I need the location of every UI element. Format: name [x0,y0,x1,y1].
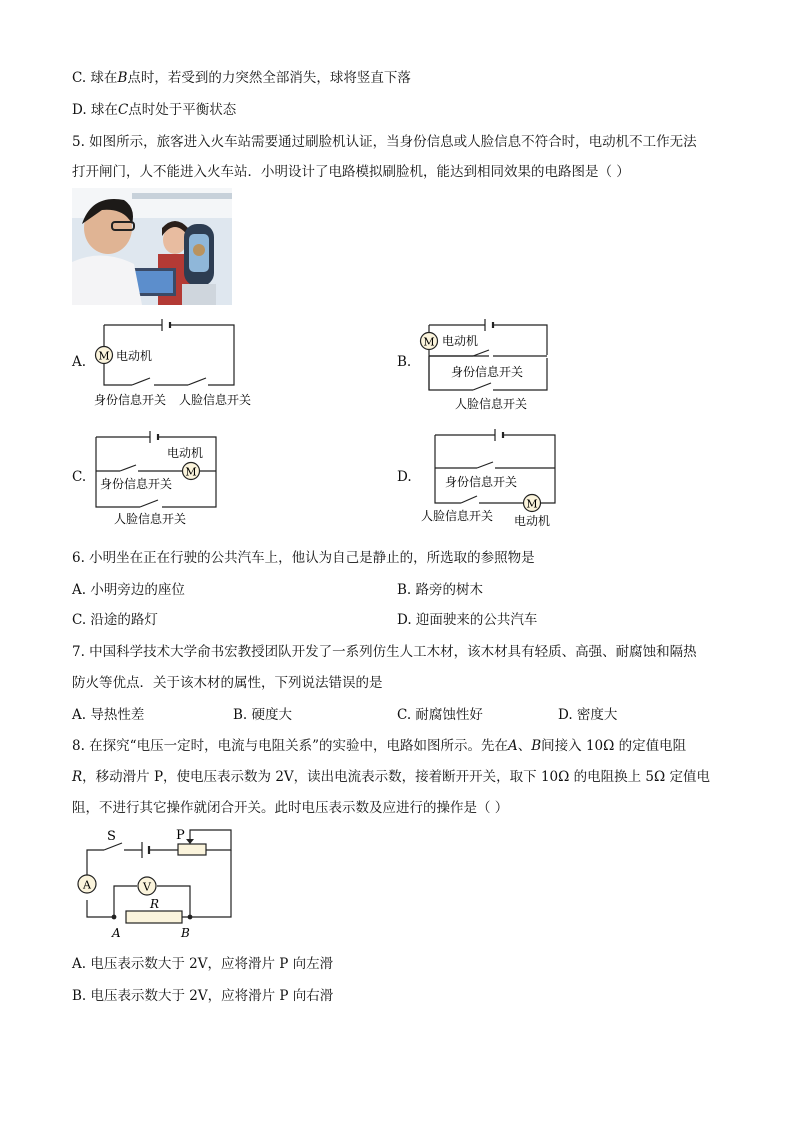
q7-stem-line2: 防火等优点．关于该木材的属性，下列说法错误的是 [72,675,383,691]
q5-stem-line1: 5. 如图所示，旅客进入火车站需要通过刷脸机认证，当身份信息或人脸信息不符合时，电动机不工作无法 [72,134,697,150]
circuit-d-motor-label: 电动机 [514,514,551,528]
q8-node-a-label: A [112,926,121,940]
circuit-c-motor-symbol: M [185,465,197,479]
circuit-c-id-switch-label: 身份信息开关 [100,477,173,491]
q6-option-d: D. 迎面驶来的公共汽车 [397,612,538,628]
circuit-a-motor-symbol: M [98,349,110,363]
q4-option-c-text: C. 球在 [72,70,118,86]
circuit-a-id-switch-label: 身份信息开关 [94,393,167,407]
q6-stem: 6. 小明坐在正在行驶的公共汽车上，他认为自己是静止的，所选取的参照物是 [72,550,535,566]
q6-option-b: B. 路旁的树木 [397,582,484,598]
circuit-c-motor-label: 电动机 [167,446,204,460]
q5-stem-line2: 打开闸门，人不能进入火车站．小明设计了电路模拟刷脸机，能达到相同效果的电路图是（ ） [72,164,630,180]
circuit-a-label: A. [72,354,87,370]
circuit-c-diagram [90,425,230,529]
q8-line1-text: 8. 在探究“电压一定时，电流与电阻关系”的实验中，电路如图所示。先在 [72,738,508,754]
q8-stem-line1 [72,734,686,754]
q8-line1-node-b: B [531,738,542,754]
q8-voltmeter-symbol: V [143,880,151,894]
q8-circuit-diagram [70,826,245,946]
q7-option-a: A. 导热性差 [72,707,145,723]
q8-ammeter-symbol: A [83,878,91,892]
q8-node-b-label: B [181,926,190,940]
circuit-b-id-switch-label: 身份信息开关 [451,365,524,379]
q4-option-d-text: D. 球在 [72,102,118,118]
circuit-d-motor-symbol: M [526,497,538,511]
q8-line1-node-a: A [507,738,518,754]
q8-stem-line2 [72,765,710,785]
q8-line1-sep: 、 [517,738,532,754]
q7-option-c: C. 耐腐蚀性好 [397,707,483,723]
q8-line1-rest: 间接入 10Ω 的定值电阻 [541,738,687,754]
circuit-b-label: B. [397,354,412,370]
q7-stem-line1: 7. 中国科学技术大学俞书宏教授团队开发了一系列仿生人工木材，该木材具有轻质、高强、耐腐蚀和隔热 [72,644,697,660]
circuit-c-label: C. [72,469,87,485]
q8-option-b: B. 电压表示数大于 2V，应将滑片 P 向右滑 [72,988,334,1004]
circuit-c-face-switch-label: 人脸信息开关 [114,512,187,526]
circuit-d-id-switch-label: 身份信息开关 [445,475,518,489]
circuit-d-label: D. [397,469,412,485]
q6-option-c: C. 沿途的路灯 [72,612,158,628]
circuit-b-face-switch-label: 人脸信息开关 [455,397,528,411]
q7-option-b: B. 硬度大 [233,707,293,723]
q4-option-d [72,98,236,118]
q8-option-a: A. 电压表示数大于 2V，应将滑片 P 向左滑 [72,956,334,972]
q8-resistor-label: R [150,897,160,911]
circuit-d-face-switch-label: 人脸信息开关 [421,509,494,523]
q8-slider-label: P [176,828,185,843]
circuit-b-diagram [415,313,565,413]
q6-option-a: A. 小明旁边的座位 [72,582,185,598]
q4-option-c-var: B [117,70,128,86]
q4-option-c-rest: 点时，若受到的力突然全部消失，球将竖直下落 [127,70,411,86]
circuit-a-diagram [90,315,270,410]
circuit-a-face-switch-label: 人脸信息开关 [179,393,252,407]
face-recognition-photo [72,188,232,305]
q4-option-d-var: C [117,102,129,118]
q8-line2-resistor: R [72,769,83,785]
circuit-b-motor-symbol: M [423,335,435,349]
q8-line2-rest: ，移动滑片 P，使电压表示数为 2V，读出电流表示数，接着断开开关，取下 10Ω 的电阻换上 5Ω 定值电 [82,769,710,785]
q7-option-d: D. 密度大 [558,707,618,723]
circuit-b-motor-label: 电动机 [442,334,479,348]
q8-stem-line3: 阻，不进行其它操作就闭合开关。此时电压表示数及应进行的操作是（ ） [72,800,509,816]
q4-option-c [72,66,411,86]
circuit-d-diagram [415,425,575,531]
q4-option-d-rest: 点时处于平衡状态 [128,102,237,118]
circuit-a-motor-label: 电动机 [116,349,153,363]
q8-switch-label: S [107,829,116,844]
